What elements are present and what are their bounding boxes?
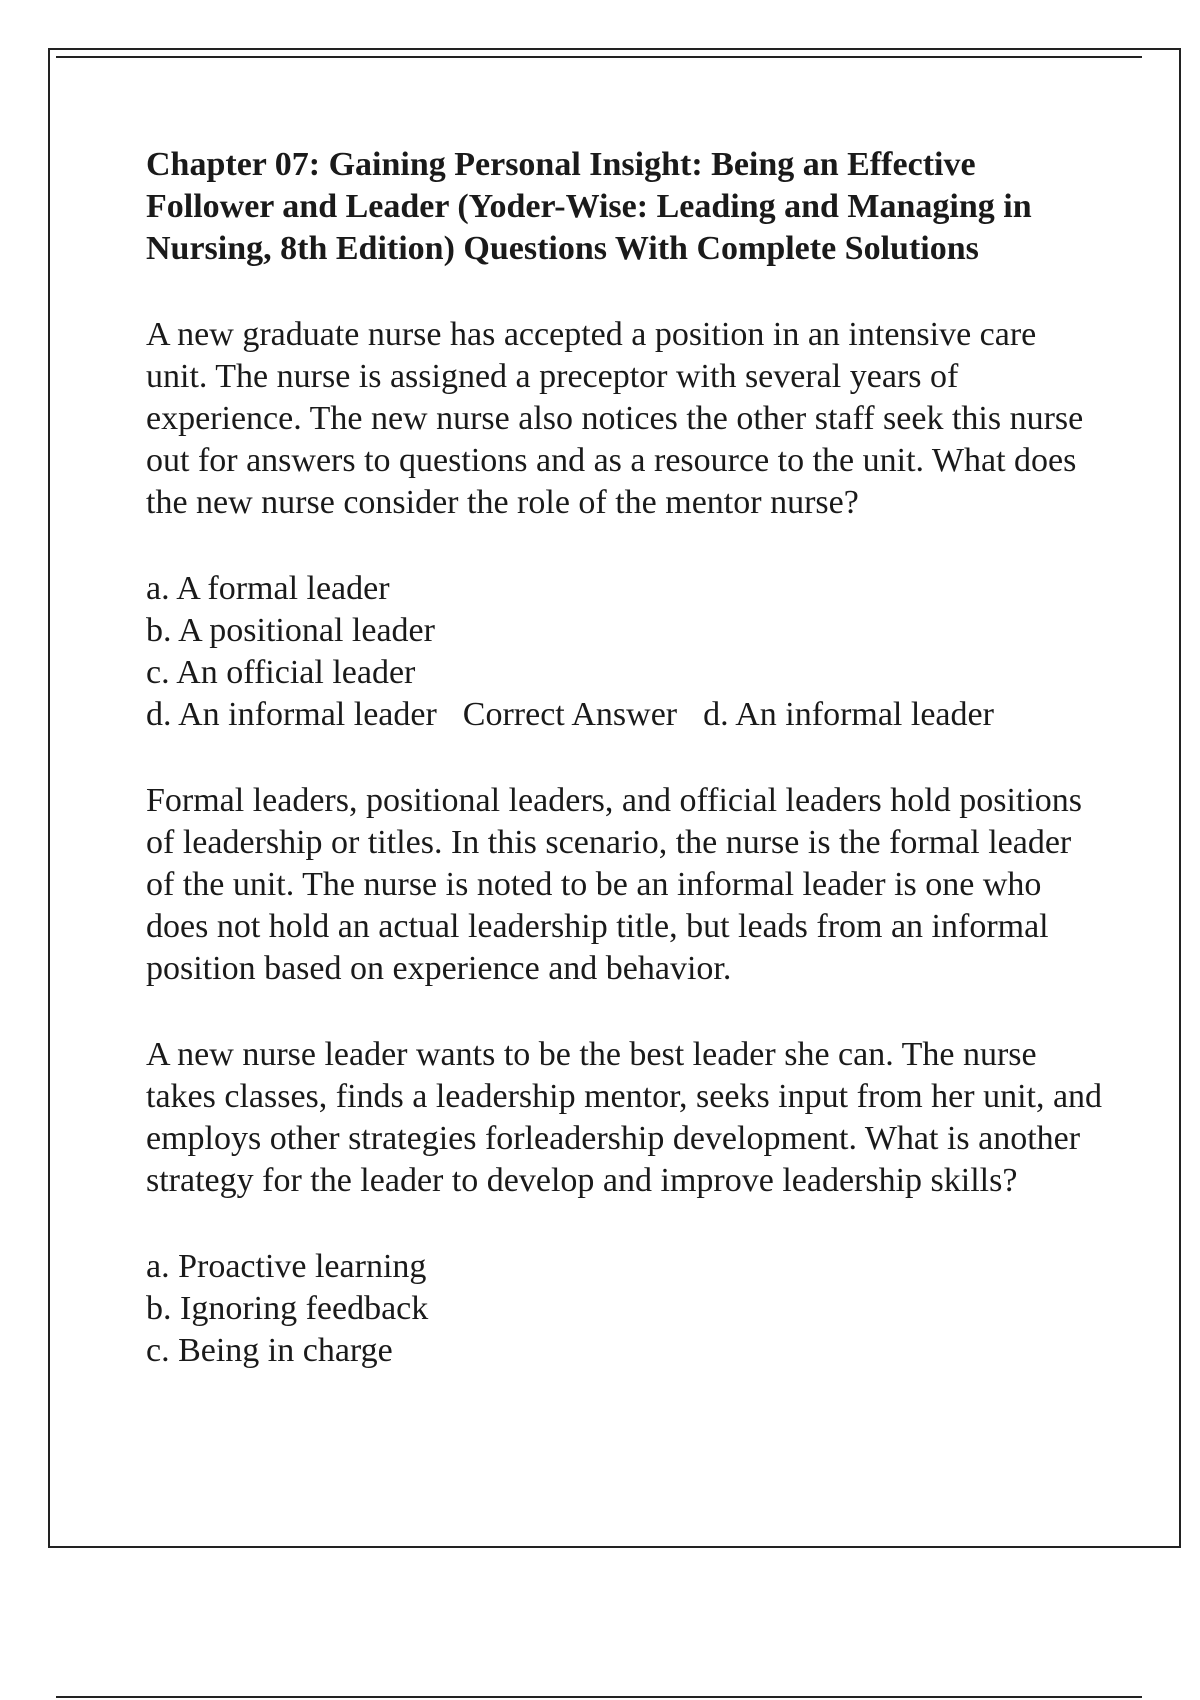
question-1-option-d-row <box>146 694 1106 736</box>
correct-answer-label: Correct Answer <box>462 696 678 733</box>
correct-answer-value: d. An informal leader <box>703 696 994 733</box>
question-1-option-d: d. An informal leader <box>146 696 437 733</box>
question-2-stem: A new nurse leader wants to be the best leader she can. The nurse takes classes, finds a leadership mentor, seeks input from her unit, and employs other strategies forleadership development. What is another strategy for the leader to develop and improve leadership skills? <box>146 1036 1103 1199</box>
question-1-options <box>146 568 1106 736</box>
bottom-rule <box>56 1696 1142 1698</box>
question-2-options <box>146 1246 1106 1372</box>
question-2-option-b: b. Ignoring feedback <box>146 1290 429 1327</box>
document-title: Chapter 07: Gaining Personal Insight: Being an Effective Follower and Leader (Yoder-Wise: Leading and Managing in Nursing, 8th Edition) Questions With Complete Solutions <box>146 146 1032 267</box>
question-1-option-c: c. An official leader <box>146 654 416 691</box>
question-1-rationale: Formal leaders, positional leaders, and official leaders hold positions of leadership or titles. In this scenario, the nurse is the formal leader of the unit. The nurse is noted to be an informal leader is one who does not hold an actual leadership title, but leads from an informal position based on experience and behavior. <box>146 782 1083 987</box>
question-1-option-a: a. A formal leader <box>146 570 390 607</box>
document-content <box>146 144 1106 1416</box>
question-1-stem: A new graduate nurse has accepted a position in an intensive care unit. The nurse is assigned a preceptor with several years of experience. The new nurse also notices the other staff seek this nurse out for answers to questions and as a resource to the unit. What does the new nurse consider the role of the mentor nurse? <box>146 316 1084 521</box>
question-2-option-c: c. Being in charge <box>146 1332 393 1369</box>
question-2-option-a: a. Proactive learning <box>146 1248 427 1285</box>
question-1-option-b: b. A positional leader <box>146 612 435 649</box>
